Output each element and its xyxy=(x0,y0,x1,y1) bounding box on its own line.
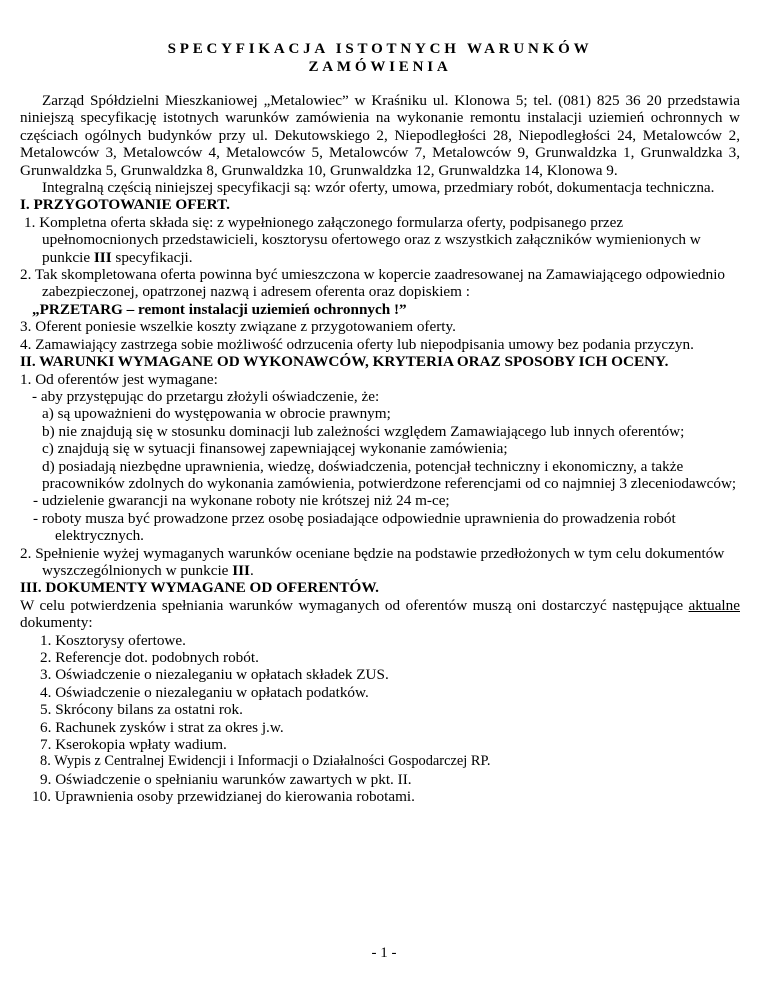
document-list-item: 4. Oświadczenie o niezaleganiu w opłatach podatków. xyxy=(40,683,369,701)
document-list-item: 9. Oświadczenie o spełnianiu warunków zawartych w pkt. II. xyxy=(40,770,412,788)
section-2-dash-2: - roboty musza być prowadzone przez osobę posiadające odpowiednie uprawnienia do prowadzenia robót elektrycznych. xyxy=(33,509,676,545)
document-title-line2: ZAMÓWIENIA xyxy=(308,59,452,75)
section-1-item-4: 4. Zamawiający zastrzega sobie możliwość odrzucenia oferty lub niepodpisania umowy bez podania przyczyn. xyxy=(20,335,694,353)
document-list-item: 10. Uprawnienia osoby przewidzianej do kierowania robotami. xyxy=(32,788,415,806)
section-2-dash-1: - udzielenie gwarancji na wykonane roboty nie krótszej niż 24 m-ce; xyxy=(33,492,450,510)
section-2-item-2: 2. Spełnienie wyżej wymaganych warunków oceniane będzie na podstawie przedłożonych w tym celu dokumentów wyszczególnionych w punkcie III. xyxy=(20,544,725,579)
integral-paragraph: Integralną częścią niniejszej specyfikacji są: wzór oferty, umowa, przedmiary robót, dokumentacja techniczna. xyxy=(42,179,715,197)
section-2-sub-d: d) posiadają niezbędne uprawnienia, wiedzę, doświadczenia, potencjał techniczny i ekonomiczny, a także pracowników zdolnych do wykonania zamówienia, potwierdzone referencjami od co najmniej 3 zleceniodawców; xyxy=(42,457,737,492)
document-list-item: 6. Rachunek zysków i strat za okres j.w. xyxy=(40,718,284,736)
document-list-item: 1. Kosztorysy ofertowe. xyxy=(40,631,186,649)
section-2-sub-c: c) znajdują się w sytuacji finansowej zapewniającej wykonanie zamówienia; xyxy=(42,440,508,458)
section-2-heading: II. WARUNKI WYMAGANE OD WYKONAWCÓW, KRYTERIA ORAZ SPOSOBY ICH OCENY. xyxy=(20,353,669,371)
section-1-item-3: 3. Oferent poniesie wszelkie koszty związane z przygotowaniem oferty. xyxy=(20,318,456,336)
intro-paragraph: Zarząd Spółdzielni Mieszkaniowej „Metalowiec” w Kraśniku ul. Klonowa 5; tel. (081) 825 36 20 przedstawia niniejszą specyfikację istotnych warunków zamówienia na wykonanie remontu instalacji uziemień ochronnych w częściach ogólnych budynków przy ul. Dekutowskiego 2, Niepodległości 28, Niepodległości 24, Metalowców 2, Metalowców 3, Metalowców 4, Metalowców 5, Metalowców 7, Metalowców 9, Grunwaldzka 1, Grunwaldzka 3, Grunwaldzka 5, Grunwaldzka 8, Grunwaldzka 10, Grunwaldzka 12, Grunwaldzka 14, Klonowa 9. xyxy=(20,92,740,179)
section-2-sub-a: a) są upoważnieni do występowania w obrocie prawnym; xyxy=(42,405,391,423)
section-1-item-1: 1. Kompletna oferta składa się: z wypełnionego załączonego formularza oferty, podpisanego przez upełnomocnionych przedstawicieli, kosztorysu ofertowego oraz z wszystkich załączników wymienionych w punkcie III specyfikacji. xyxy=(24,213,701,266)
section-2-item-1: 1. Od oferentów jest wymagane: xyxy=(20,370,218,388)
section-2-sub-b: b) nie znajdują się w stosunku dominacji lub zależności względem Zamawiającego lub innych oferentów; xyxy=(42,422,685,440)
document-page xyxy=(20,40,740,806)
section-3-intro: W celu potwierdzenia spełniania warunków wymaganych od oferentów muszą oni dostarczyć następujące aktualne dokumenty: xyxy=(20,596,740,632)
document-list-item: 7. Kserokopia wpłaty wadium. xyxy=(40,736,227,754)
section-2-sub-intro: - aby przystępując do przetargu złożyli oświadczenie, że: xyxy=(32,387,380,405)
document-list-item: 2. Referencje dot. podobnych robót. xyxy=(40,649,259,666)
document-list-item: 5. Skrócony bilans za ostatni rok. xyxy=(40,701,243,719)
section-1-heading: I. PRZYGOTOWANIE OFERT. xyxy=(20,196,230,214)
document-title: SPECYFIKACJA ISTOTNYCH WARUNKÓW xyxy=(167,41,593,57)
document-list-item: 8. Wypis z Centralnej Ewidencji i Informacji o Działalności Gospodarczej RP. xyxy=(40,753,491,770)
section-1-item-2: 2. Tak skompletowana oferta powinna być umieszczona w kopercie zaadresowanej na Zamawiającego odpowiednio zabezpieczonej, opatrzonej nazwą i adresem oferenta oraz dopiskiem : xyxy=(20,266,726,301)
page-number: - 1 - xyxy=(371,945,397,961)
section-1-quote: „PRZETARG – remont instalacji uziemień ochronnych !” xyxy=(32,300,407,318)
section-3-heading: III. DOKUMENTY WYMAGANE OD OFERENTÓW. xyxy=(20,579,379,597)
document-list-item: 3. Oświadczenie o niezaleganiu w opłatach składek ZUS. xyxy=(40,666,389,684)
